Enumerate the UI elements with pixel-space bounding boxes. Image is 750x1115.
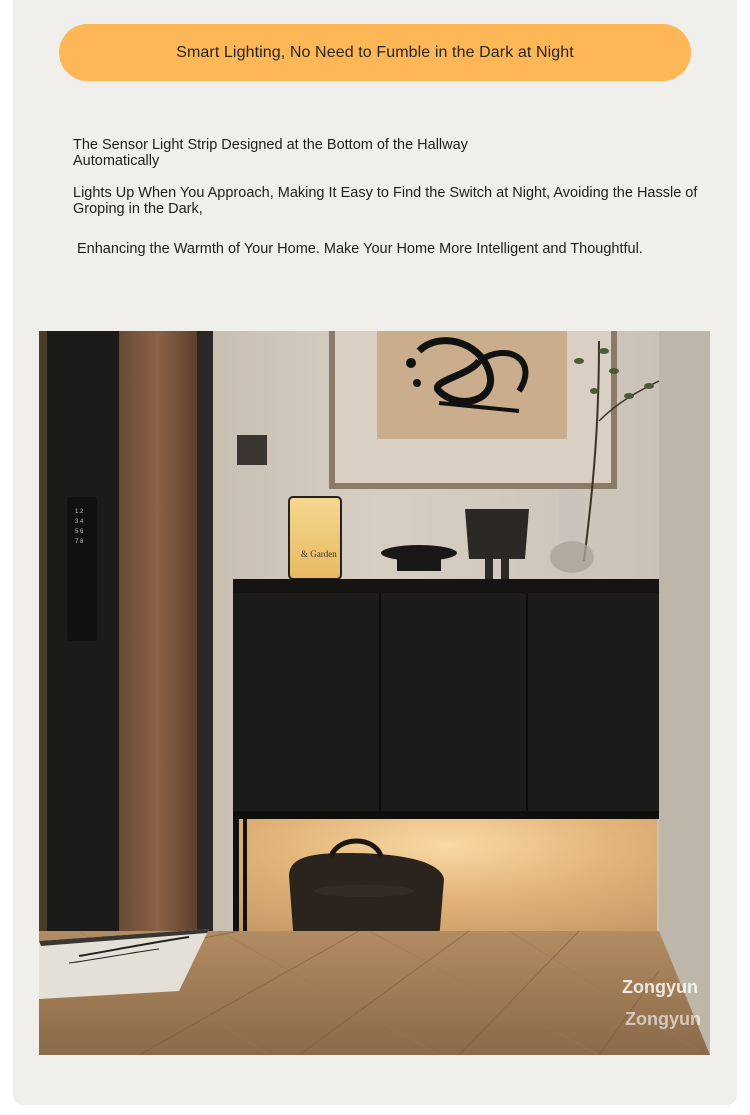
hallway-scene (39, 331, 710, 1055)
watermark-primary: Zongyun (622, 977, 698, 997)
hallway-product-photo (39, 331, 710, 1055)
headline-banner (59, 24, 691, 81)
description-line-1: The Sensor Light Strip Designed at the Bottom of the Hallway Automatically (73, 137, 468, 169)
svg-text:1 2: 1 2 (75, 509, 84, 515)
description-line-2: Lights Up When You Approach, Making It Easy to Find the Switch at Night, Avoiding the Hassle of Groping in the Dark, (73, 185, 698, 217)
watermark-secondary: Zongyun (625, 1009, 701, 1029)
svg-text:7 8: 7 8 (75, 539, 84, 545)
svg-text:5 6: 5 6 (75, 529, 84, 535)
description-line-3: Enhancing the Warmth of Your Home. Make Your Home More Intelligent and Thoughtful. (77, 241, 643, 257)
svg-text:3 4: 3 4 (75, 519, 84, 525)
banner-title: Smart Lighting, No Need to Fumble in the Dark at Night (176, 43, 574, 61)
lamp-label: & Garden (301, 549, 337, 559)
